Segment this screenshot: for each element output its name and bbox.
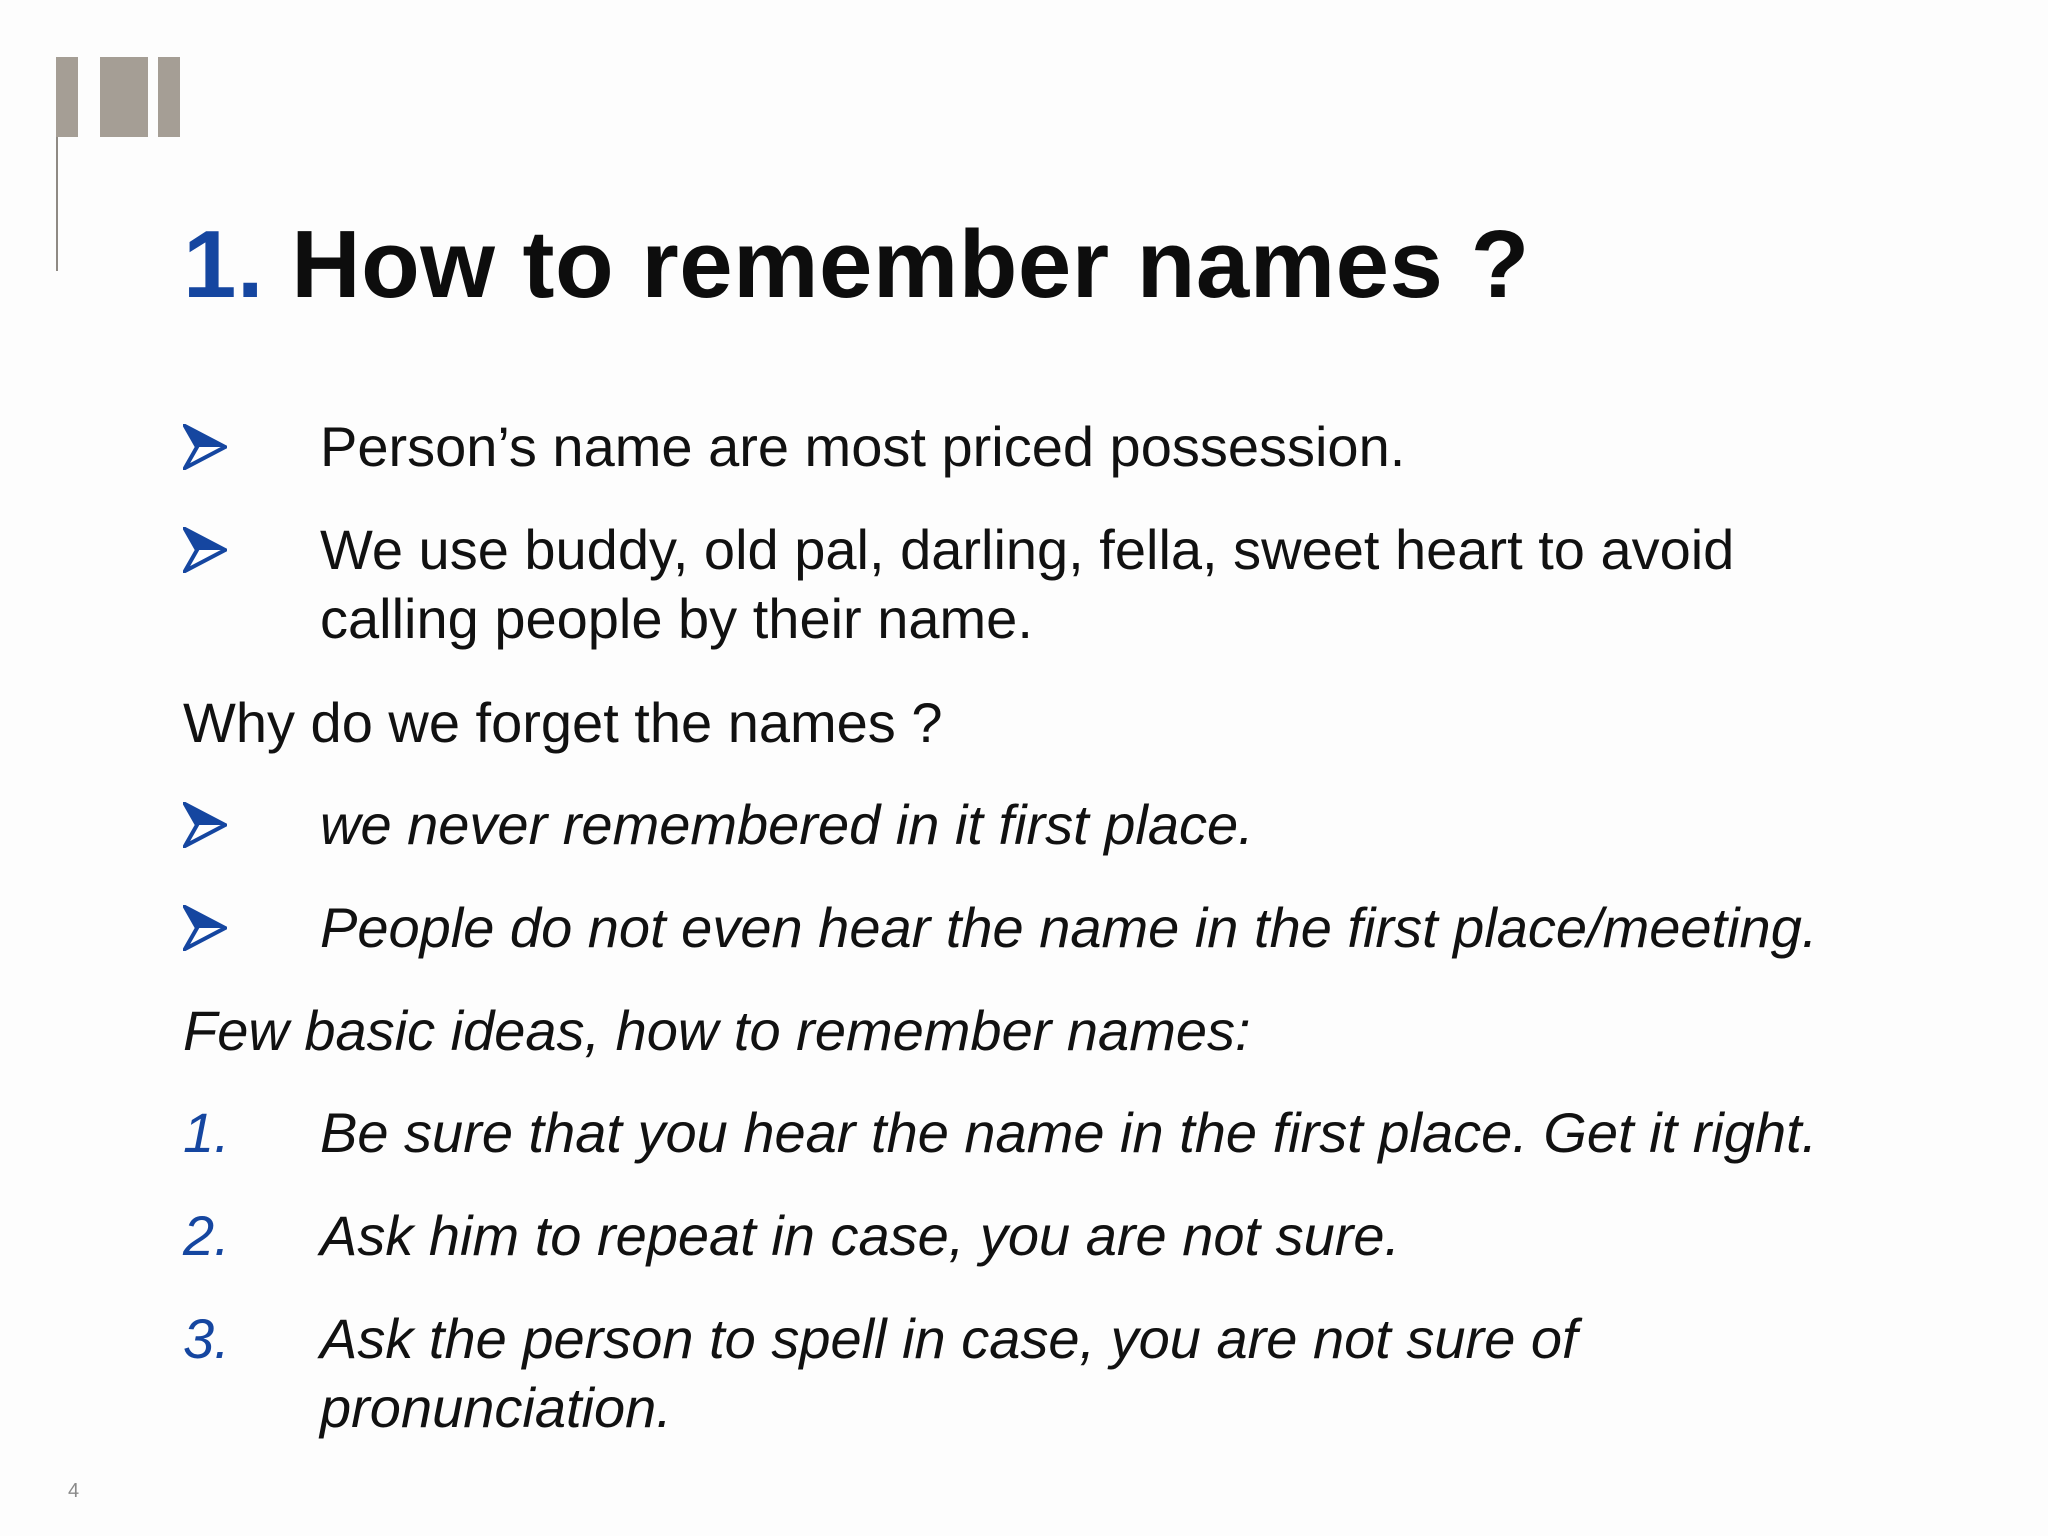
idea-text-line: pronunciation. xyxy=(320,1376,672,1439)
arrow-bullet-icon xyxy=(183,893,243,962)
arrow-bullet-icon xyxy=(183,790,243,859)
reason-text: People do not even hear the name in the first place/meeting. xyxy=(320,896,1818,959)
page-number: 4 xyxy=(68,1480,80,1502)
list-number: 3. xyxy=(183,1307,230,1370)
idea-text: Be sure that you hear the name in the first place. Get it right. xyxy=(320,1101,1818,1164)
logo-bar xyxy=(100,57,148,137)
arrow-bullet-icon xyxy=(183,515,243,584)
slide-title xyxy=(183,210,1530,320)
list-number: 1. xyxy=(183,1101,230,1164)
bullet-text: Person’s name are most priced possession. xyxy=(320,415,1406,478)
idea-text-line: Ask the person to spell in case, you are not sure of xyxy=(320,1307,1578,1370)
logo xyxy=(56,57,186,217)
why-heading: Why do we forget the names ? xyxy=(183,691,943,754)
reason-text: we never remembered in it first place. xyxy=(320,793,1254,856)
logo-bar xyxy=(158,57,180,137)
bullet-text-line: calling people by their name. xyxy=(320,587,1033,650)
title-text: How to remember names ? xyxy=(291,211,1530,318)
idea-text: Ask him to repeat in case, you are not sure. xyxy=(320,1204,1401,1267)
ideas-heading: Few basic ideas, how to remember names: xyxy=(183,999,1251,1062)
arrow-bullet-icon xyxy=(183,412,243,481)
title-number: 1. xyxy=(183,211,265,318)
list-number: 2. xyxy=(183,1204,230,1267)
bullet-text-line: We use buddy, old pal, darling, fella, sweet heart to avoid xyxy=(320,518,1735,581)
logo-bar xyxy=(56,57,78,137)
logo-rule xyxy=(56,137,58,271)
